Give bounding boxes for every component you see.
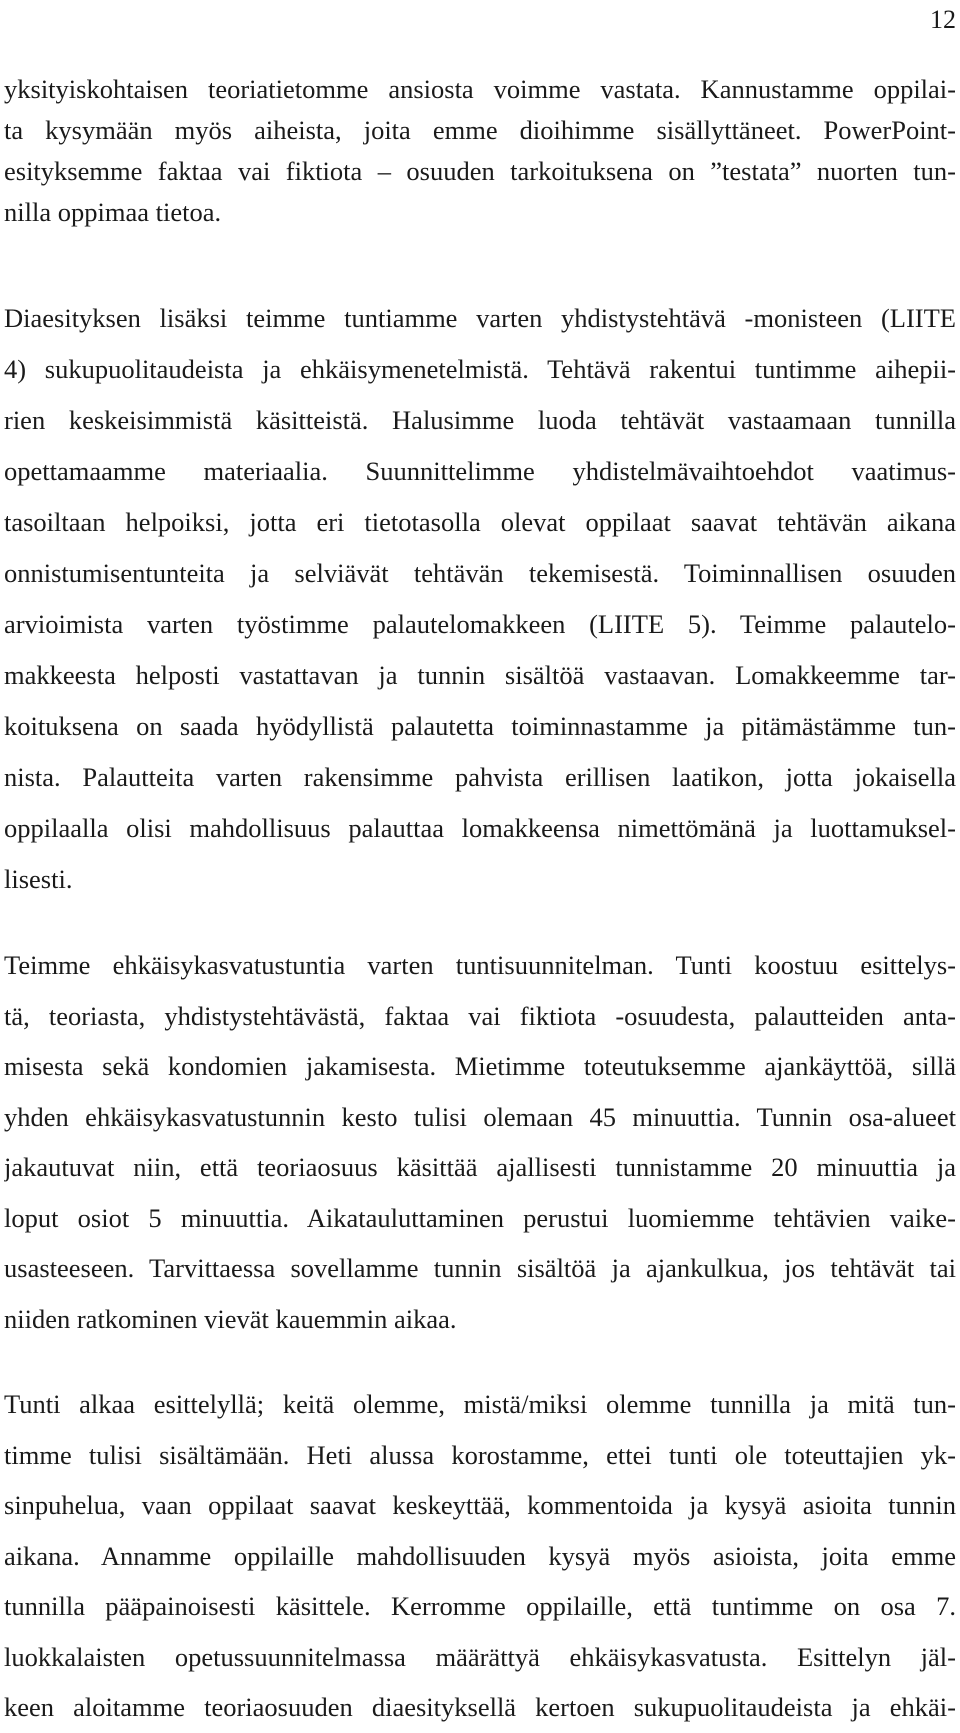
- text-line: tä, teoriasta, yhdistystehtävästä, faktaa vai fiktiota -osuudesta, palautteiden anta-: [4, 1000, 956, 1031]
- text-line: opettamaamme materiaalia. Suunnittelimme yhdistelmävaihtoehdot vaatimus-: [4, 456, 956, 486]
- text-line: ta kysymään myös aiheista, joita emme dioihimme sisällyttäneet. PowerPoint-: [4, 115, 956, 145]
- text-line: sinpuhelua, vaan oppilaat saavat keskeyttää, kommentoida ja kysyä asioita tunnin: [4, 1490, 956, 1520]
- text-line: 4) sukupuolitaudeista ja ehkäisymenetelmistä. Tehtävä rakentui tuntimme aihepii-: [4, 354, 956, 384]
- paragraph-1: [4, 69, 956, 233]
- text-line: esityksemme faktaa vai fiktiota – osuuden tarkoituksena on ”testata” nuorten tun-: [4, 156, 956, 186]
- text-line: keen aloitamme teoriaosuuden diaesityksellä kertoen sukupuolitaudeista ja ehkäi-: [4, 1692, 956, 1722]
- text-line: nilla oppimaa tietoa.: [4, 197, 222, 227]
- text-line: luokkalaisten opetussuunnitelmassa määrättyä ehkäisykasvatusta. Esittelyn jäl-: [4, 1641, 956, 1672]
- text-line: loput osiot 5 minuuttia. Aikatauluttaminen perustui luomiemme tehtävien vaike-: [4, 1202, 956, 1233]
- text-line: lisesti.: [4, 864, 73, 894]
- text-line: makkeesta helposti vastattavan ja tunnin sisältöä vastaavan. Lomakkeemme tar-: [4, 660, 956, 690]
- text-line: timme tulisi sisältämään. Heti alussa korostamme, ettei tunti ole toteuttajien yk-: [4, 1439, 956, 1470]
- paragraph-4: [4, 1379, 956, 1733]
- text-line: Teimme ehkäisykasvatustuntia varten tuntisuunnitelman. Tunti koostuu esittelys-: [4, 950, 956, 980]
- text-line: jakautuvat niin, että teoriaosuus käsittää ajallisesti tunnistamme 20 minuuttia ja: [4, 1152, 956, 1182]
- text-line: misesta sekä kondomien jakamisesta. Mietimme toteutuksemme ajankäyttöä, sillä: [4, 1051, 956, 1081]
- paragraph-2: [4, 293, 956, 905]
- text-line: oppilaalla olisi mahdollisuus palauttaa lomakkeensa nimettömänä ja luottamuksel-: [4, 813, 956, 843]
- text-line: arvioimista varten työstimme palautelomakkeen (LIITE 5). Teimme palautelo-: [4, 609, 956, 639]
- document-body: [4, 69, 956, 1733]
- text-line: onnistumisentunteita ja selviävät tehtävän tekemisestä. Toiminnallisen osuuden: [4, 558, 956, 588]
- text-line: niiden ratkominen vievät kauemmin aikaa.: [4, 1303, 457, 1334]
- text-line: Tunti alkaa esittelyllä; keitä olemme, mistä/miksi olemme tunnilla ja mitä tun-: [4, 1389, 956, 1419]
- text-line: koituksena on saada hyödyllistä palautetta toiminnastamme ja pitämästämme tun-: [4, 711, 956, 741]
- text-line: tunnilla pääpainoisesti käsittele. Kerromme oppilaille, että tuntimme on osa 7.: [4, 1591, 956, 1621]
- text-line: rien keskeisimmistä käsitteistä. Halusimme luoda tehtävät vastaamaan tunnilla: [4, 405, 956, 435]
- text-line: Diaesityksen lisäksi teimme tuntiamme varten yhdistystehtävä -monisteen (LIITE: [4, 303, 956, 333]
- text-line: nista. Palautteita varten rakensimme pahvista erillisen laatikon, jotta jokaisella: [4, 762, 956, 792]
- paragraph-3: [4, 940, 956, 1344]
- text-line: yhden ehkäisykasvatustunnin kesto tulisi olemaan 45 minuuttia. Tunnin osa-alueet: [4, 1101, 956, 1132]
- text-line: usasteeseen. Tarvittaessa sovellamme tunnin sisältöä ja ajankulkua, jos tehtävät tai: [4, 1253, 956, 1283]
- text-line: yksityiskohtaisen teoriatietomme ansiosta voimme vastata. Kannustamme oppilai-: [4, 74, 956, 104]
- text-line: tasoiltaan helpoiksi, jotta eri tietotasolla olevat oppilaat saavat tehtävän aikana: [4, 507, 956, 537]
- page-number: 12: [930, 5, 956, 34]
- text-line: aikana. Annamme oppilaille mahdollisuuden kysyä myös asioista, joita emme: [4, 1540, 956, 1571]
